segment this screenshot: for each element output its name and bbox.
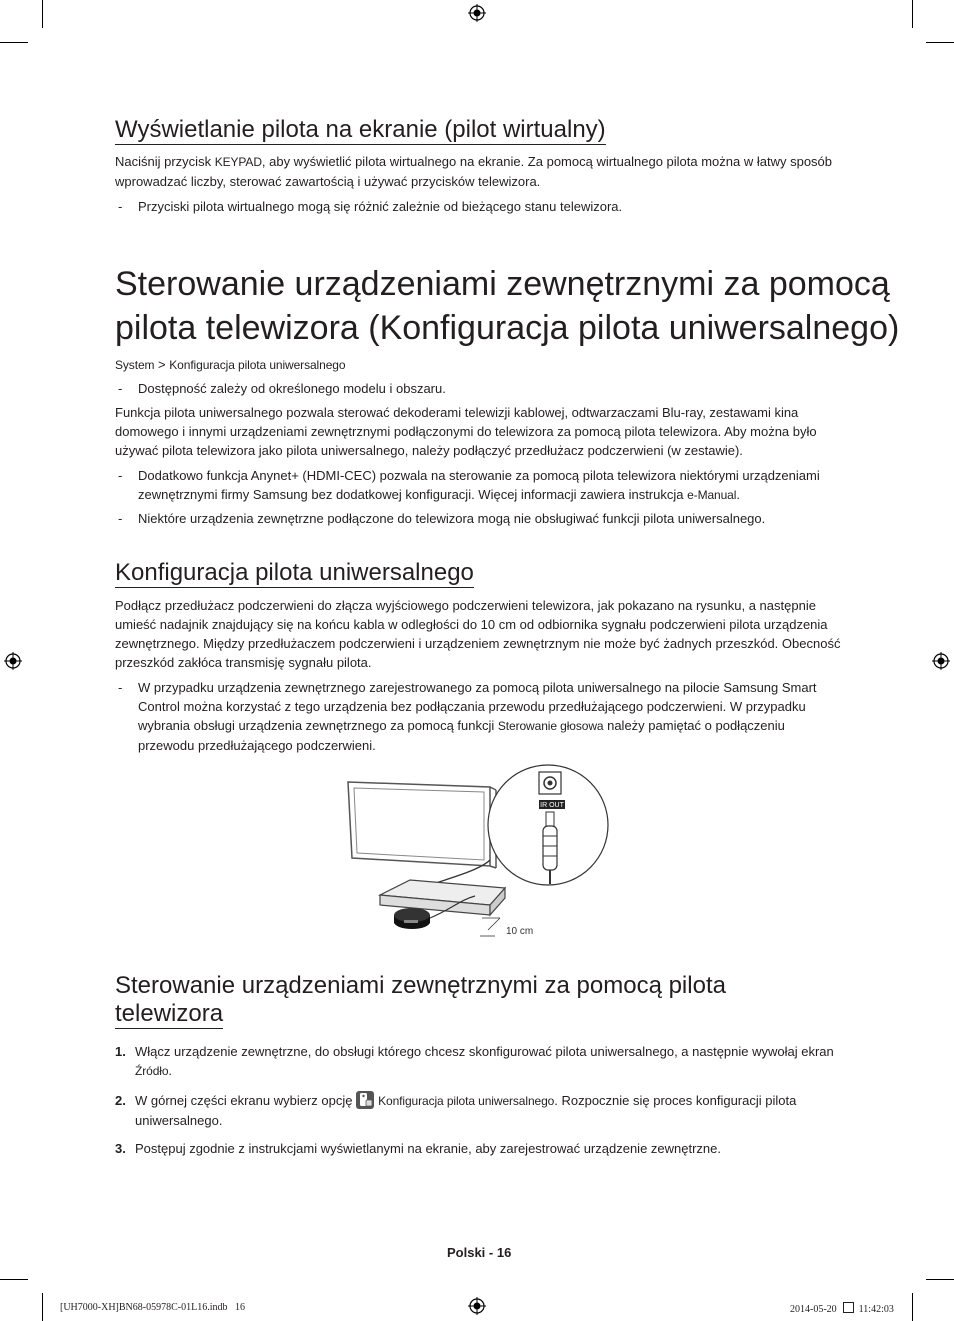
note-item: - Dodatkowo funkcja Anynet+ (HDMI-CEC) pozwala na sterowanie za pomocą pilota telewizora niektórymi urządzeniami zewnętrznymi firmy Samsung bez dodatkowej konfiguracji. Więcej informacji zawiera instrukcja e-Manual.: [118, 468, 820, 502]
distance-label: 10 cm: [506, 926, 534, 937]
section-title-universal-remote-config: Konfiguracja pilota uniwersalnego: [115, 559, 474, 586]
paragraph: Naciśnij przycisk KEYPAD, aby wyświetlić pilota wirtualnego na ekranie. Za pomocą wirtualnego pilota można w łatwy sposób wprowadzać liczby, sterować zawartością i używać przycisków telewizora.: [115, 154, 833, 189]
tv-illustration: [348, 782, 496, 868]
crop-mark: [0, 1279, 28, 1280]
note-item: - Przyciski pilota wirtualnego mogą się różnić zależnie od bieżącego stanu telewizora.: [118, 199, 623, 214]
crop-mark: [912, 1293, 913, 1321]
ir-extender-figure: [340, 760, 610, 945]
clock-icon: [843, 1302, 854, 1313]
registration-mark-icon: [468, 4, 486, 22]
menu-path: System > Konfiguracja pilota uniwersalnego: [115, 357, 346, 372]
note-item: - Niektóre urządzenia zewnętrzne podłączone do telewizora mogą nie obsługiwać funkcji pilota uniwersalnego.: [118, 511, 766, 526]
ir-out-label: IR OUT: [540, 802, 564, 809]
crop-mark: [42, 1293, 43, 1321]
registration-mark-icon: [932, 652, 950, 670]
ir-out-port-closeup: [488, 765, 608, 885]
ir-blaster-illustration: [394, 908, 430, 929]
crop-mark: [42, 0, 43, 28]
file-name: [UH7000-XH]BN68-05978C-01L16.indb 16: [60, 1302, 245, 1313]
crop-mark: [0, 42, 28, 43]
universal-remote-icon: [356, 1091, 374, 1109]
crop-mark: [926, 42, 954, 43]
paragraph: Funkcja pilota uniwersalnego pozwala sterować dekoderami telewizji kablowej, odtwarzaczami Blu-ray, zestawami kina domowego i innymi urządzeniami zewnętrznymi podłączonymi do telewizora za pomocą pilota telewizora. Aby można było używać pilota telewizora jako pilota uniwersalnego, należy podłączyć przedłużacz podczerwieni (w zestawie).: [115, 405, 817, 458]
crop-mark: [926, 1279, 954, 1280]
print-timestamp: 2014-05-20 11:42:03: [790, 1304, 894, 1315]
section-title-virtual-remote: Wyświetlanie pilota na ekranie (pilot wirtualny): [115, 116, 606, 143]
e-manual-link: e-Manual: [687, 488, 737, 502]
crop-mark: [912, 0, 913, 28]
set-top-box-illustration: [380, 880, 505, 915]
note-item: - Dostępność zależy od określonego modelu i obszaru.: [118, 381, 446, 396]
note-item: - W przypadku urządzenia zewnętrznego zarejestrowanego za pomocą pilota uniwersalnego na pilocie Samsung Smart Control można korzystać z tego urządzenia bez podłączania przewodu przedłużającego podczerwieni. W przypadku wybrania obsługi urządzenia zewnętrznego za pomocą funkcji Sterowanie głosowa należy pamiętać o podłączeniu przewodu przedłużającego podczerwieni.: [118, 680, 817, 753]
registration-mark-icon: [468, 1297, 486, 1315]
registration-mark-icon: [4, 652, 22, 670]
keypad-label: KEYPAD: [214, 155, 262, 169]
page-number: Polski - 16: [447, 1245, 512, 1260]
section-title-external-devices: Sterowanie urządzeniami zewnętrznymi za pomocą pilota telewizora (Konfiguracja pilota uniwersalnego): [115, 265, 900, 347]
section-title-control-devices: Sterowanie urządzeniami zewnętrznymi za pomocą pilota telewizora: [115, 972, 726, 1027]
paragraph: Podłącz przedłużacz podczerwieni do złącza wyjściowego podczerwieni telewizora, jak pokazano na rysunku, a następnie umieść nadajnik znajdujący się na końcu kabla w odległości do 10 cm od odbiornika sygnału podczerwieni pilota urządzenia zewnętrznego. Między przedłużaczem podczerwieni i urządzeniem zewnętrznym nie może być żadnych przeszkód. Obecność przeszkód zakłóca transmisję sygnału pilota.: [115, 598, 841, 670]
